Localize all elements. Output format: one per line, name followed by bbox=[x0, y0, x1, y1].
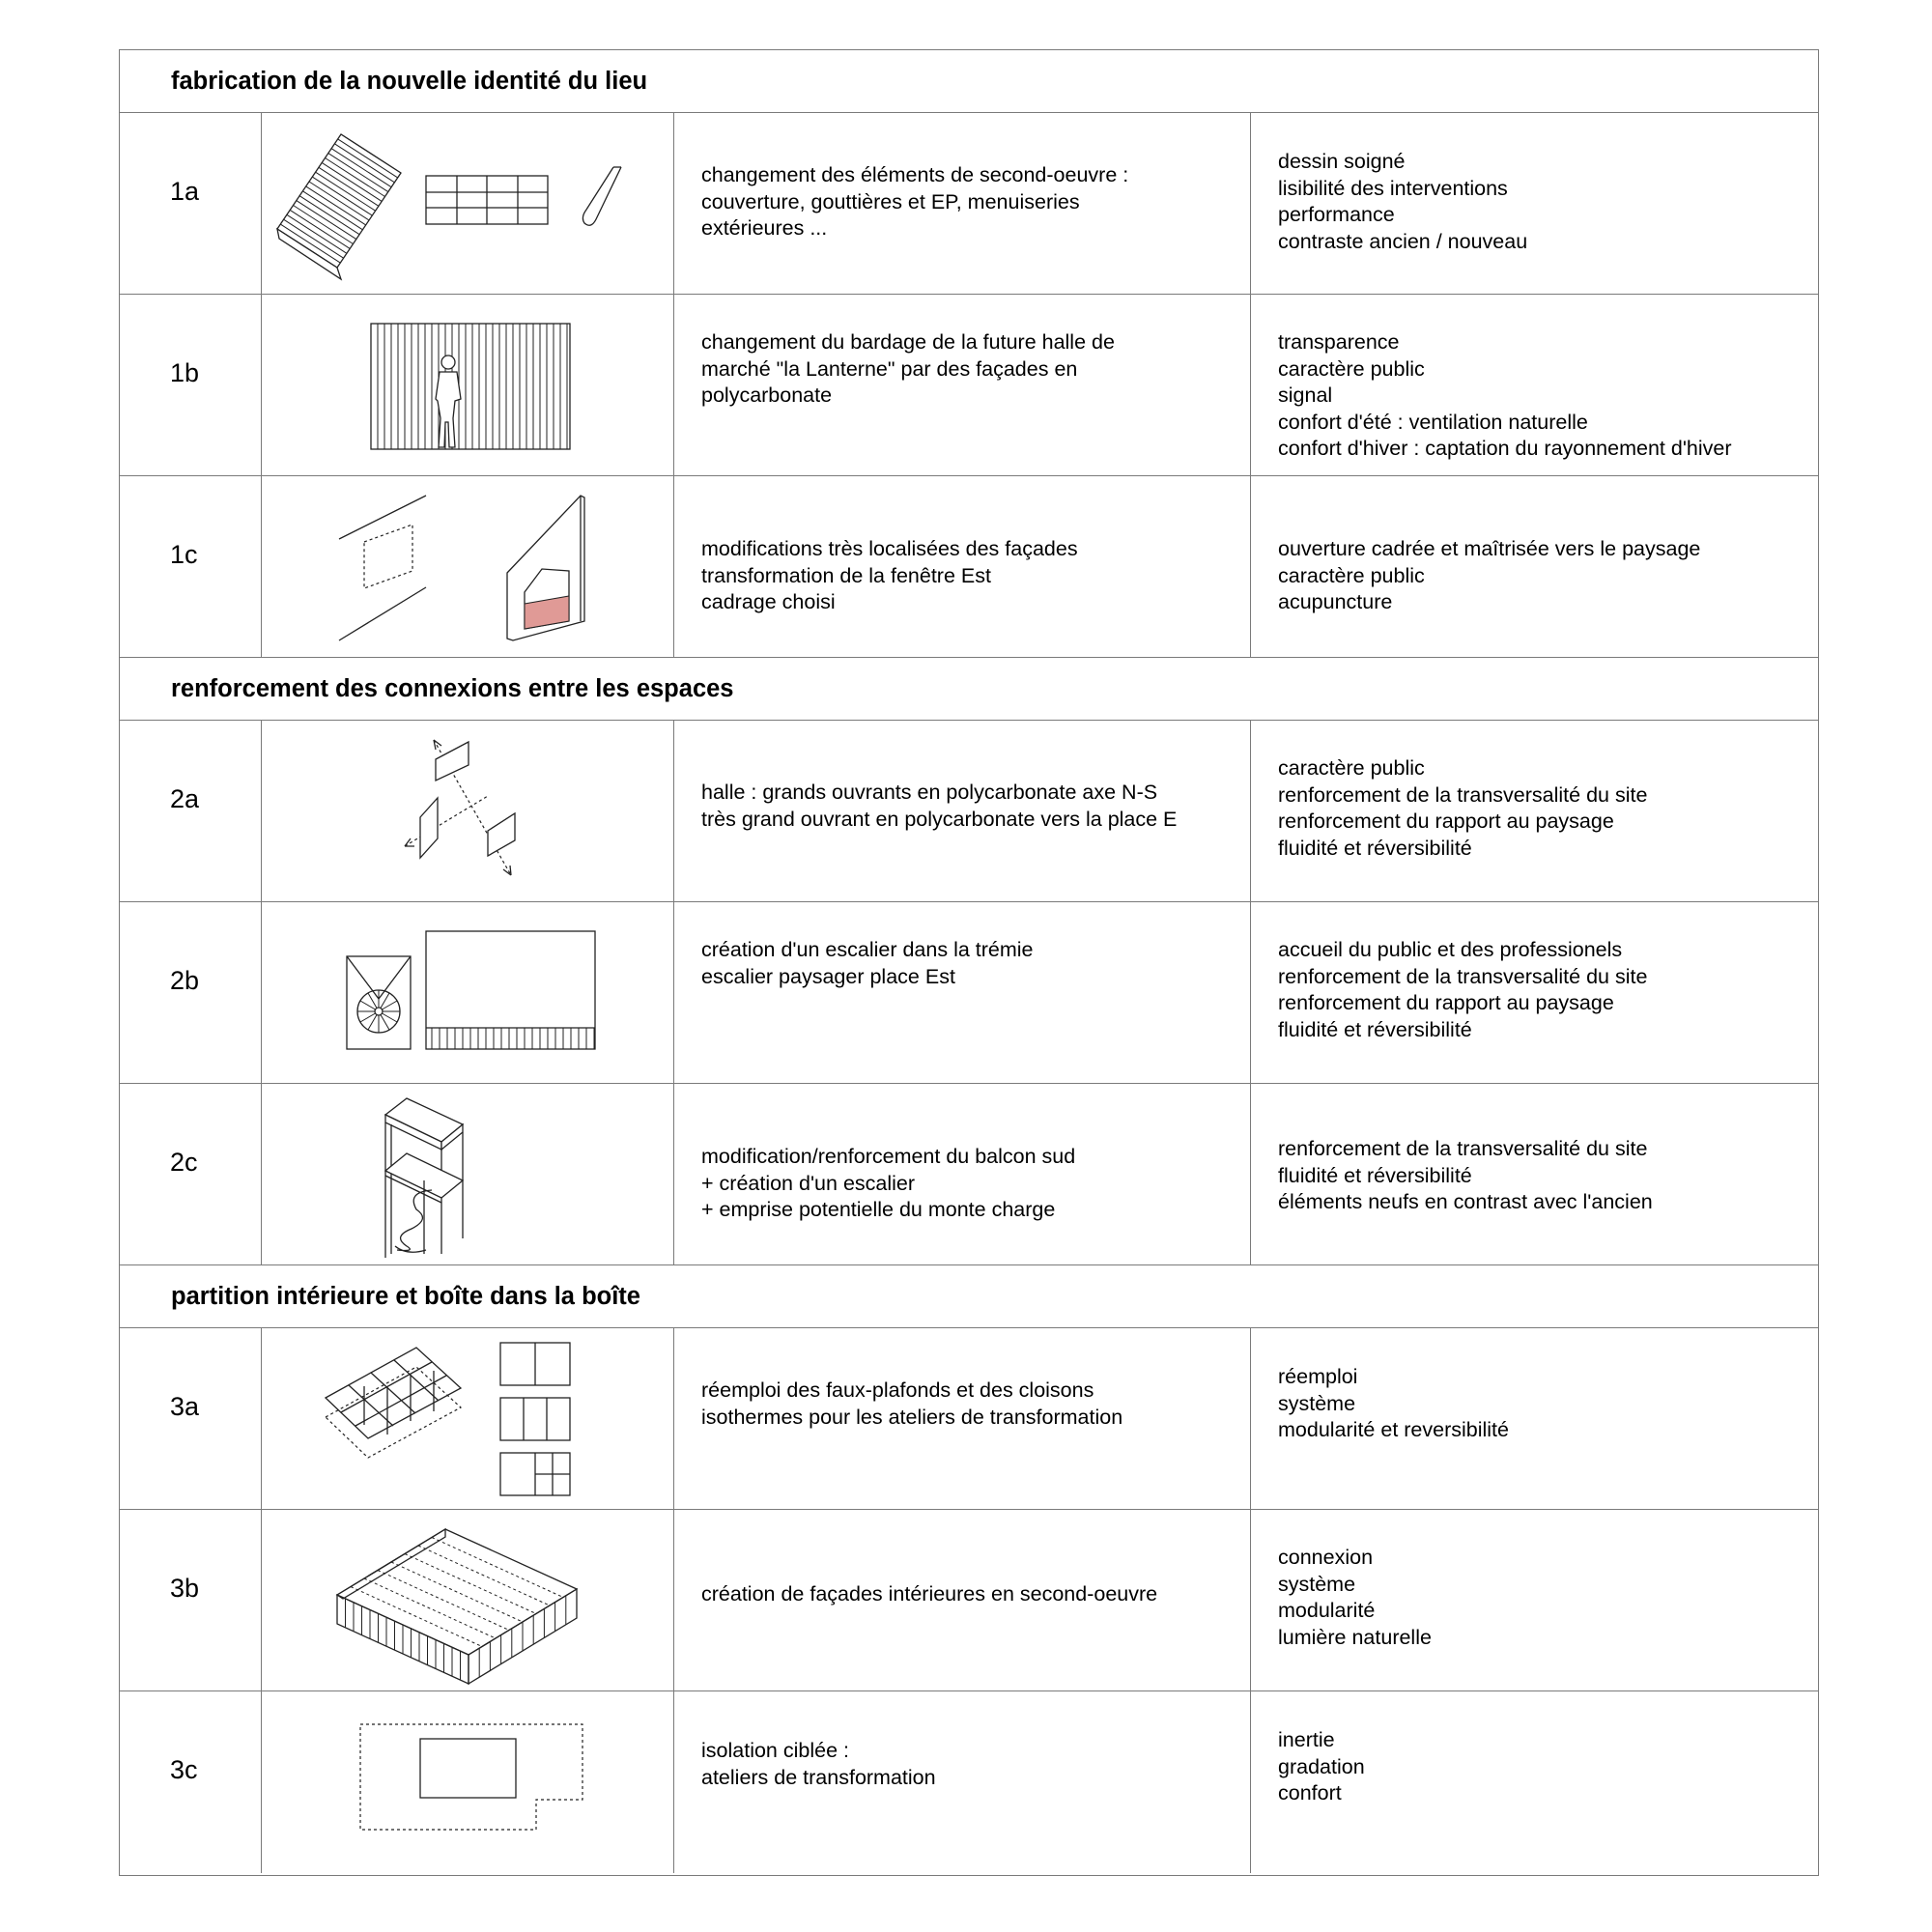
quality-line: renforcement du rapport au paysage bbox=[1278, 810, 1614, 833]
description-line: création de façades intérieures en second-oeuvre bbox=[701, 1582, 1158, 1605]
description-text bbox=[701, 329, 1115, 410]
quality-line: renforcement du rapport au paysage bbox=[1278, 991, 1614, 1014]
description-line: cadrage choisi bbox=[701, 590, 836, 613]
quality-line: caractère public bbox=[1278, 756, 1425, 780]
qualities-text bbox=[1278, 149, 1527, 255]
qualities-cell bbox=[1251, 1084, 1820, 1264]
quality-line: éléments neufs en contrast avec l'ancien bbox=[1278, 1190, 1653, 1213]
spiral-stair bbox=[395, 1180, 432, 1254]
description-line: couverture, gouttières et EP, menuiseries bbox=[701, 189, 1080, 213]
polycarbonate-facade-drawing-icon bbox=[262, 295, 674, 476]
description-line: marché "la Lanterne" par des façades en bbox=[701, 356, 1078, 381]
quality-line: transparence bbox=[1278, 330, 1400, 354]
description-text bbox=[701, 162, 1128, 242]
section-header bbox=[120, 658, 1818, 721]
quality-line: signal bbox=[1278, 384, 1333, 407]
interior-facades-drawing-icon bbox=[262, 1510, 674, 1691]
row-id-cell bbox=[120, 476, 262, 657]
illustration-cell bbox=[262, 1691, 674, 1873]
qualities-text bbox=[1278, 755, 1647, 862]
table-row bbox=[120, 113, 1818, 295]
quality-line: fluidité et réversibilité bbox=[1278, 1163, 1472, 1187]
table-row bbox=[120, 721, 1818, 902]
description-cell bbox=[674, 476, 1251, 657]
quality-line: inertie bbox=[1278, 1728, 1335, 1751]
description-line: polycarbonate bbox=[701, 384, 833, 407]
human-figure bbox=[436, 355, 461, 447]
description-cell bbox=[674, 1084, 1251, 1264]
description-line: modification/renforcement du balcon sud bbox=[701, 1145, 1076, 1168]
illustration-cell bbox=[262, 902, 674, 1083]
row-id-cell bbox=[120, 902, 262, 1083]
quality-line: système bbox=[1278, 1572, 1356, 1596]
quality-line: acupuncture bbox=[1278, 590, 1393, 613]
description-cell bbox=[674, 721, 1251, 901]
qualities-cell bbox=[1251, 295, 1820, 475]
quality-line: lisibilité des interventions bbox=[1278, 176, 1508, 200]
table-row bbox=[120, 1510, 1818, 1691]
illustration-cell bbox=[262, 1328, 674, 1509]
qualities-cell bbox=[1251, 1328, 1820, 1509]
row-id: 1b bbox=[170, 358, 200, 387]
quality-line: modularité et reversibilité bbox=[1278, 1418, 1509, 1441]
qualities-text bbox=[1278, 329, 1732, 463]
description-line: halle : grands ouvrants en polycarbonate axe N-S bbox=[701, 781, 1158, 804]
section-title: renforcement des connexions entre les espaces bbox=[171, 675, 734, 702]
table-row bbox=[120, 295, 1818, 476]
quality-line: caractère public bbox=[1278, 356, 1425, 381]
description-cell bbox=[674, 1691, 1251, 1873]
description-text bbox=[701, 1738, 936, 1791]
illustration-cell bbox=[262, 1084, 674, 1264]
description-line: extérieures ... bbox=[701, 216, 828, 240]
qualities-cell bbox=[1251, 902, 1820, 1083]
qualities-text bbox=[1278, 937, 1647, 1043]
row-id: 3c bbox=[170, 1755, 198, 1784]
matrix-table bbox=[119, 49, 1819, 1876]
description-cell bbox=[674, 295, 1251, 475]
description-text bbox=[701, 536, 1078, 616]
row-id: 1c bbox=[170, 540, 198, 569]
quality-line: performance bbox=[1278, 203, 1395, 226]
illustration-cell bbox=[262, 295, 674, 475]
roof-hatch bbox=[277, 134, 401, 279]
qualities-text bbox=[1278, 536, 1700, 616]
section-title: partition intérieure et boîte dans la boîte bbox=[171, 1283, 640, 1310]
window-grid bbox=[426, 176, 548, 224]
row-id: 3a bbox=[170, 1392, 200, 1421]
description-cell bbox=[674, 1328, 1251, 1509]
illustration-cell bbox=[262, 1510, 674, 1690]
description-line: modifications très localisées des façades bbox=[701, 537, 1078, 560]
spiral-stair-plan-drawing-icon bbox=[262, 902, 674, 1084]
quality-line: fluidité et réversibilité bbox=[1278, 1017, 1472, 1041]
description-line: isolation ciblée : bbox=[701, 1739, 849, 1762]
row-id: 2c bbox=[170, 1148, 198, 1177]
row-id-cell bbox=[120, 1328, 262, 1509]
quality-line: accueil du public et des professionels bbox=[1278, 938, 1623, 961]
table-row bbox=[120, 902, 1818, 1084]
quality-line: ouverture cadrée et maîtrisée vers le paysage bbox=[1278, 537, 1701, 560]
qualities-cell bbox=[1251, 1691, 1820, 1873]
description-line: + création d'un escalier bbox=[701, 1171, 916, 1195]
description-line: changement des éléments de second-oeuvre : bbox=[701, 163, 1129, 186]
qualities-cell bbox=[1251, 721, 1820, 901]
ceiling-partition-drawing-icon bbox=[262, 1328, 674, 1510]
description-text bbox=[701, 780, 1177, 833]
description-line: ateliers de transformation bbox=[701, 1765, 936, 1789]
qualities-cell bbox=[1251, 113, 1820, 294]
balcony-stair-drawing-icon bbox=[262, 1084, 674, 1265]
row-id-cell bbox=[120, 1691, 262, 1873]
section-header bbox=[120, 1265, 1818, 1328]
quality-line: dessin soigné bbox=[1278, 150, 1406, 173]
table-row bbox=[120, 476, 1818, 658]
row-id-cell bbox=[120, 113, 262, 294]
illustration-cell bbox=[262, 721, 674, 901]
illustration-cell bbox=[262, 476, 674, 657]
quality-line: réemploi bbox=[1278, 1365, 1358, 1388]
quality-line: renforcement de la transversalité du site bbox=[1278, 964, 1648, 988]
quality-line: renforcement de la transversalité du site bbox=[1278, 782, 1648, 807]
quality-line: caractère public bbox=[1278, 563, 1425, 587]
description-text bbox=[701, 1378, 1122, 1431]
row-id: 2a bbox=[170, 784, 200, 813]
section-header bbox=[120, 50, 1818, 113]
openings-axes-drawing-icon bbox=[262, 721, 674, 902]
description-line: très grand ouvrant en polycarbonate vers la place E bbox=[701, 807, 1178, 831]
east-window-drawing-icon bbox=[262, 476, 674, 658]
quality-line: lumière naturelle bbox=[1278, 1625, 1432, 1649]
description-line: création d'un escalier dans la trémie bbox=[701, 938, 1034, 961]
quality-line: système bbox=[1278, 1391, 1356, 1415]
insulation-plan-drawing-icon bbox=[262, 1691, 674, 1873]
section-title: fabrication de la nouvelle identité du lieu bbox=[171, 68, 648, 95]
illustration-cell bbox=[262, 113, 674, 294]
description-line: isothermes pour les ateliers de transformation bbox=[701, 1405, 1123, 1429]
table-row bbox=[120, 1691, 1818, 1873]
description-line: réemploi des faux-plafonds et des cloisons bbox=[701, 1378, 1094, 1402]
gutter bbox=[582, 167, 621, 225]
quality-line: contraste ancien / nouveau bbox=[1278, 229, 1528, 253]
roof-gutter-window-drawing-icon bbox=[262, 113, 674, 295]
qualities-text bbox=[1278, 1727, 1365, 1807]
quality-line: connexion bbox=[1278, 1546, 1374, 1569]
description-line: + emprise potentielle du monte charge bbox=[701, 1198, 1056, 1221]
qualities-text bbox=[1278, 1364, 1509, 1444]
row-id-cell bbox=[120, 295, 262, 475]
qualities-text bbox=[1278, 1545, 1432, 1651]
description-line: transformation de la fenêtre Est bbox=[701, 563, 991, 587]
quality-line: modularité bbox=[1278, 1599, 1376, 1622]
description-line: changement du bardage de la future halle de bbox=[701, 330, 1115, 354]
quality-line: renforcement de la transversalité du site bbox=[1278, 1137, 1648, 1160]
quality-line: fluidité et réversibilité bbox=[1278, 836, 1472, 860]
description-text bbox=[701, 937, 1034, 990]
qualities-cell bbox=[1251, 1510, 1820, 1690]
quality-line: confort d'hiver : captation du rayonnement d'hiver bbox=[1278, 437, 1732, 460]
row-id: 2b bbox=[170, 966, 200, 995]
description-cell bbox=[674, 1510, 1251, 1690]
row-id: 1a bbox=[170, 177, 200, 206]
qualities-cell bbox=[1251, 476, 1820, 657]
qualities-text bbox=[1278, 1136, 1653, 1216]
quality-line: confort d'été : ventilation naturelle bbox=[1278, 410, 1588, 434]
row-id-cell bbox=[120, 721, 262, 901]
row-id: 3b bbox=[170, 1574, 200, 1603]
description-text bbox=[701, 1581, 1157, 1608]
table-row bbox=[120, 1084, 1818, 1265]
quality-line: gradation bbox=[1278, 1754, 1365, 1778]
description-cell bbox=[674, 902, 1251, 1083]
description-text bbox=[701, 1144, 1075, 1224]
row-id-cell bbox=[120, 1084, 262, 1264]
description-cell bbox=[674, 113, 1251, 294]
quality-line: confort bbox=[1278, 1781, 1342, 1804]
description-line: escalier paysager place Est bbox=[701, 964, 955, 988]
table-row bbox=[120, 1328, 1818, 1510]
row-id-cell bbox=[120, 1510, 262, 1690]
